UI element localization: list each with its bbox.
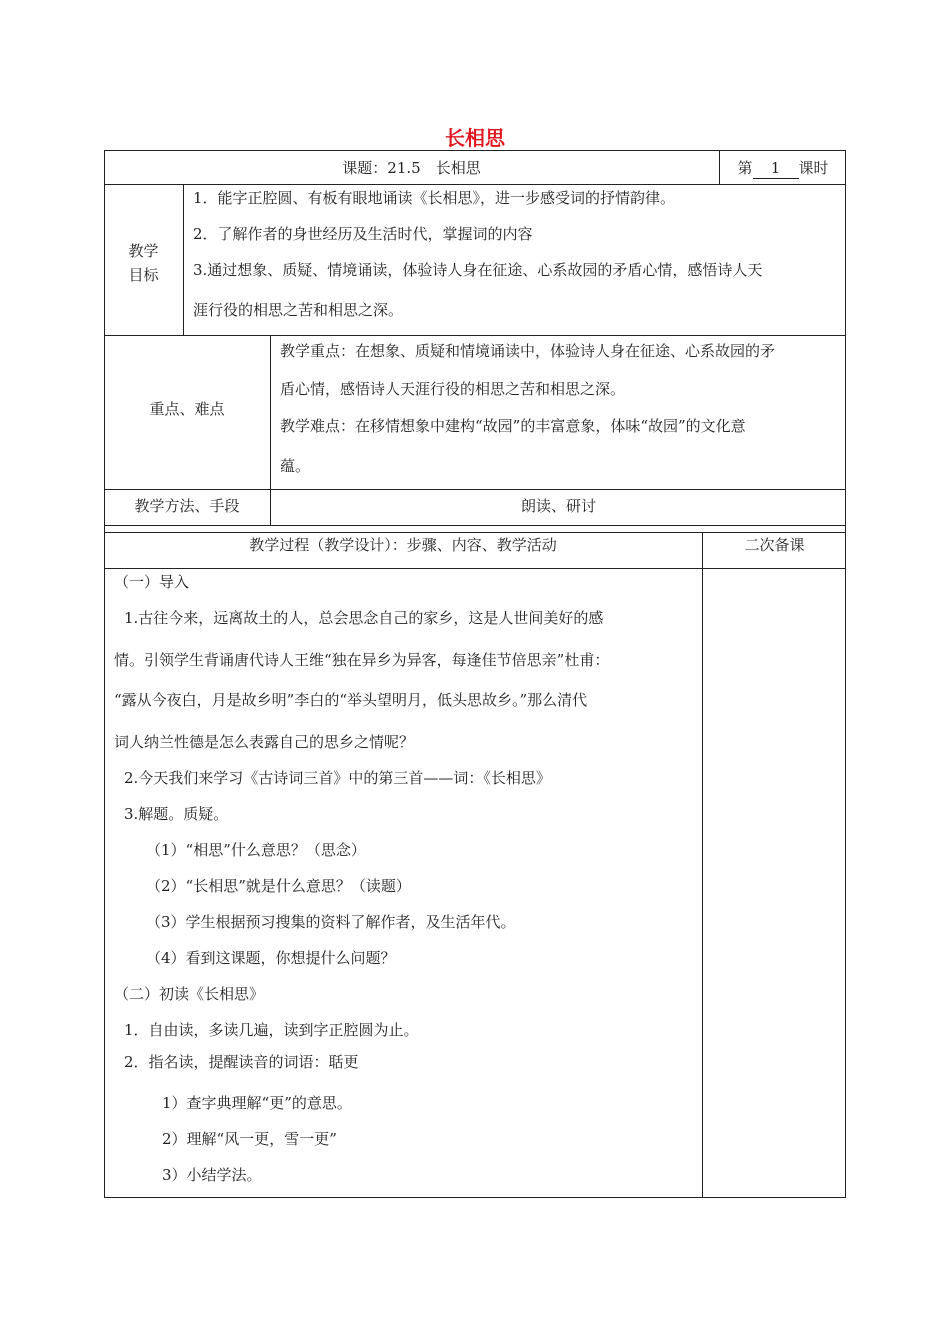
process-line: （一）导入 — [114, 573, 190, 591]
process-line: （2）“长相思”就是什么意思？（读题） — [146, 877, 411, 895]
goal-line: 2．了解作者的身世经历及生活时代，掌握词的内容 — [193, 225, 533, 243]
methods-value: 朗读、研讨 — [520, 497, 596, 515]
period-cell — [720, 158, 846, 179]
goal-line: 1．能字正腔圆、有板有眼地诵读《长相思》，进一步感受词的抒情韵律。 — [193, 189, 676, 207]
process-line: 3.解题。质疑。 — [124, 805, 229, 823]
process-line: 2.今天我们来学习《古诗词三首》中的第三首——词：《长相思》 — [124, 769, 551, 787]
key-point-line: 教学重点：在想象、质疑和情境诵读中，体验诗人身在征途、心系故园的矛 — [280, 342, 776, 360]
document-title: 长相思 — [445, 126, 505, 150]
goals-label-line: 目标 — [128, 266, 159, 284]
process-line: 2．指名读，提醒读音的词语：聒更 — [124, 1053, 359, 1071]
lesson-title-cell: 课题：21.5 长相思 — [342, 159, 481, 177]
key-points-label: 重点、难点 — [149, 400, 225, 418]
row-divider — [104, 532, 846, 533]
second-prep-header: 二次备课 — [744, 536, 805, 554]
process-line: （1）“相思”什么意思？（思念） — [146, 841, 366, 859]
process-line: 情。引领学生背诵唐代诗人王维“独在异乡为异客，每逢佳节倍思亲”杜甫： — [114, 651, 610, 669]
period-suffix: 课时 — [798, 159, 829, 177]
row-divider — [104, 335, 846, 336]
period-number: 1 — [753, 158, 799, 179]
row-divider — [104, 525, 846, 526]
process-line: 1.古往今来，远离故土的人，总会思念自己的家乡，这是人世间美好的感 — [124, 609, 604, 627]
col-divider — [183, 184, 184, 335]
process-line: （3）学生根据预习搜集的资料了解作者，及生活年代。 — [146, 913, 516, 931]
period-prefix: 第 — [737, 159, 753, 177]
process-line: 词人纳兰性德是怎么表露自己的思乡之情呢？ — [114, 733, 415, 751]
process-header: 教学过程（教学设计）：步骤、内容、教学活动 — [249, 536, 557, 554]
row-divider — [104, 568, 846, 569]
process-line: 3）小结学法。 — [162, 1166, 262, 1184]
goals-label-line: 教学 — [128, 242, 159, 260]
col-divider — [702, 532, 703, 1198]
goal-line: 涯行役的相思之苦和相思之深。 — [193, 301, 404, 319]
methods-label: 教学方法、手段 — [134, 497, 240, 515]
key-point-line: 蕴。 — [280, 457, 311, 475]
key-point-line: 盾心情，感悟诗人天涯行役的相思之苦和相思之深。 — [280, 380, 626, 398]
row-divider — [104, 489, 846, 490]
process-line: （二）初读《长相思》 — [114, 985, 265, 1003]
row-divider — [104, 184, 846, 185]
key-point-line: 教学难点：在移情想象中建构“故园”的丰富意象，体味“故园”的文化意 — [280, 417, 746, 435]
goals-label — [104, 239, 183, 287]
process-line: 2）理解“风一更，雪一更” — [162, 1130, 337, 1148]
process-line: 1）查字典理解“更”的意思。 — [162, 1094, 352, 1112]
process-line: （4）看到这课题，你想提什么问题？ — [146, 949, 396, 967]
process-line: 1．自由读，多读几遍，读到字正腔圆为止。 — [124, 1021, 419, 1039]
goal-line: 3.通过想象、质疑、情境诵读，体验诗人身在征途、心系故园的矛盾心情，感悟诗人天 — [193, 261, 763, 279]
process-line: “露从今夜白，月是故乡明”李白的“举头望明月，低头思故乡。”那么清代 — [114, 691, 588, 709]
